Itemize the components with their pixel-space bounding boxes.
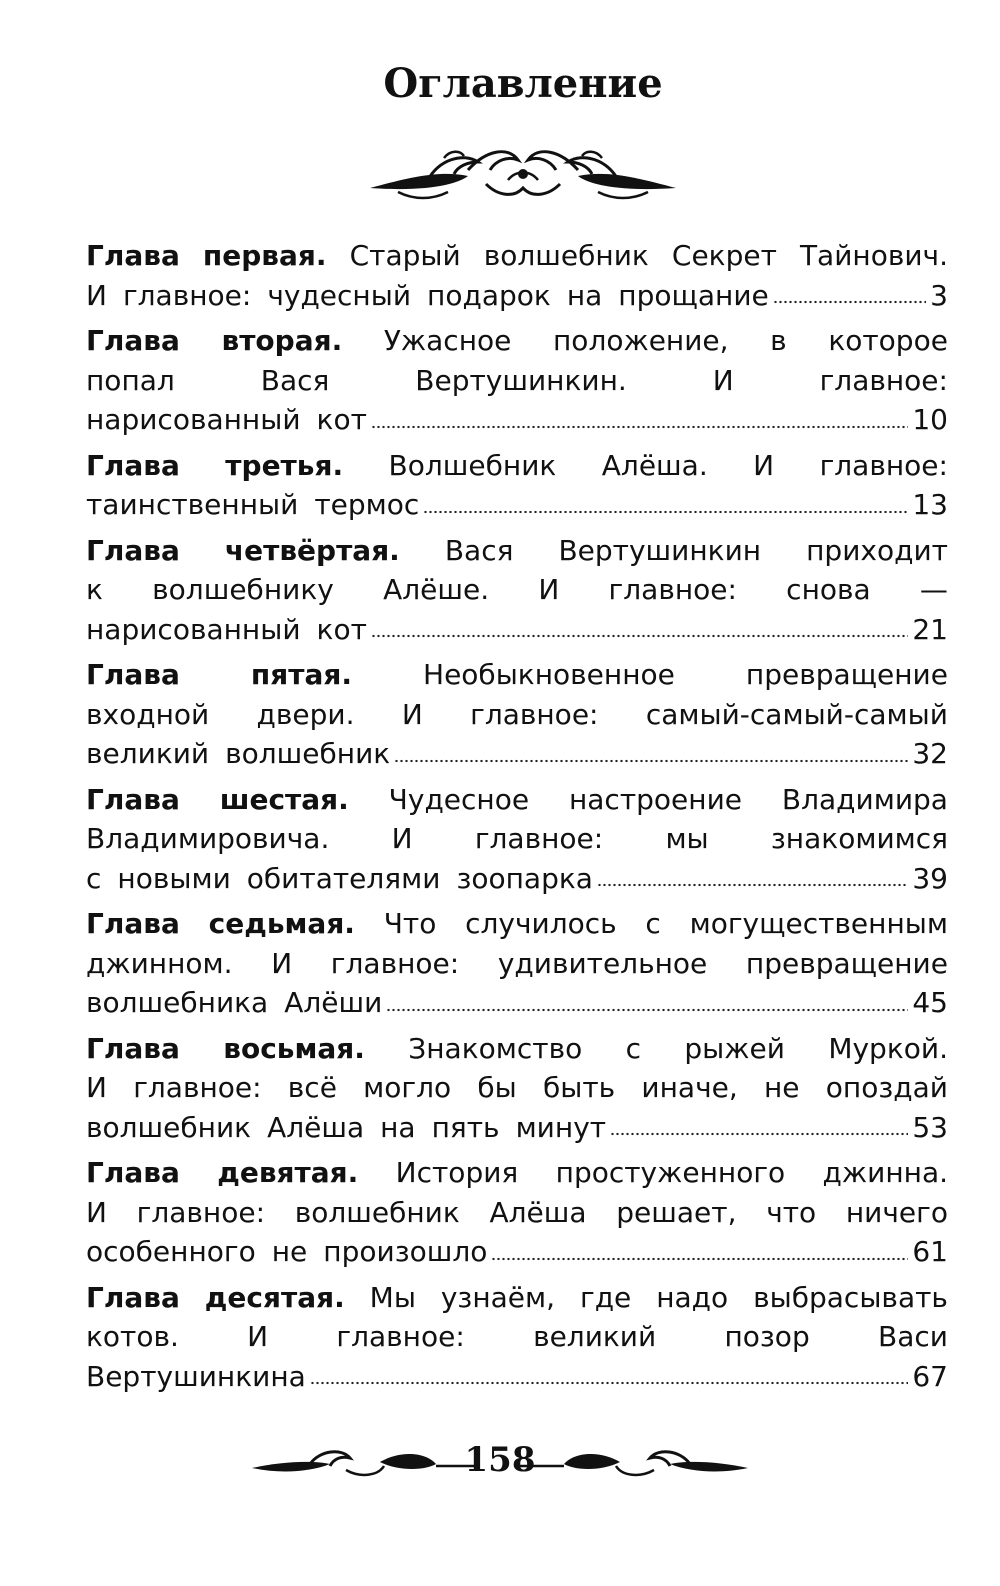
chapter-title-word: Алёша. xyxy=(601,448,708,482)
chapter-title-word: И xyxy=(247,1320,269,1353)
chapter-title-word: снова xyxy=(786,573,871,606)
chapter-title-word: на xyxy=(566,278,603,312)
toc-entry-line xyxy=(86,361,948,401)
chapter-title-word: главное: xyxy=(122,278,252,312)
chapter-title-word: джинна. xyxy=(822,1156,948,1189)
dot-leader xyxy=(610,1132,908,1136)
chapter-title-word: прощание xyxy=(618,278,769,312)
chapter-title-word: минут xyxy=(515,1110,607,1144)
chapter-label-word: седьмая. xyxy=(208,907,355,940)
chapter-title-word: Муркой. xyxy=(828,1031,948,1065)
toc-entry-title-words xyxy=(86,400,367,440)
toc-page-number: 39 xyxy=(912,861,948,895)
chapter-title-word: пять xyxy=(431,1110,500,1144)
chapter-title-word: с xyxy=(645,907,661,940)
chapter-title-word: И xyxy=(86,1195,107,1229)
chapter-title-word: ничего xyxy=(845,1195,948,1229)
chapter-title-word: мы xyxy=(665,822,709,855)
chapter-title-word: могло xyxy=(363,1071,452,1104)
chapter-label-word: Глава xyxy=(86,907,180,940)
dot-leader xyxy=(491,1257,908,1261)
chapter-title-word: положение, xyxy=(553,324,729,357)
chapter-title-word: на xyxy=(380,1110,416,1144)
chapter-title-word: Алёши xyxy=(284,986,383,1019)
chapter-title-word: Алёша xyxy=(267,1110,365,1144)
chapter-title-word: Вертушинкин. xyxy=(415,363,627,397)
chapter-title-word: выбрасывать xyxy=(753,1280,948,1314)
chapter-title-word: зоопарка xyxy=(456,861,593,895)
table-of-contents xyxy=(86,236,948,1402)
chapter-title-word: Секрет xyxy=(671,239,777,272)
toc-entry-last-line xyxy=(86,1108,948,1148)
chapter-title-word: удивительное xyxy=(497,946,708,980)
chapter-title-word: нарисованный xyxy=(86,612,301,646)
chapter-title-word: бы xyxy=(477,1071,517,1104)
toc-page-number: 32 xyxy=(912,737,948,770)
toc-entry-last-line xyxy=(86,859,948,899)
toc-entry-title-words xyxy=(86,1232,487,1272)
chapter-label-word: Глава xyxy=(86,533,180,567)
toc-page-number: 61 xyxy=(912,1235,948,1268)
toc-entry xyxy=(86,531,948,650)
toc-entry-title-words xyxy=(86,859,593,899)
chapter-title-word: не xyxy=(271,1235,308,1268)
chapter-title-word: волшебник xyxy=(225,737,391,770)
chapter-title-word: волшебник xyxy=(483,239,649,272)
chapter-title-word: История xyxy=(395,1156,519,1189)
chapter-title-word: кот xyxy=(316,612,367,646)
chapter-title-word: И xyxy=(86,1071,107,1104)
chapter-title-word: которое xyxy=(828,324,948,357)
chapter-title-word: настроение xyxy=(568,782,742,816)
toc-entry xyxy=(86,321,948,440)
chapter-title-word: Вася xyxy=(260,363,330,397)
toc-entry-last-line xyxy=(86,485,948,525)
toc-entry-line xyxy=(86,570,948,610)
chapter-title-word: Необыкновенное xyxy=(423,658,675,691)
toc-entry xyxy=(86,446,948,525)
chapter-title-word: с xyxy=(86,861,102,895)
toc-entry xyxy=(86,1278,948,1397)
toc-entry-title-words xyxy=(86,485,419,525)
chapter-title-word: И xyxy=(753,448,775,482)
chapter-title-word: Васи xyxy=(878,1320,948,1353)
page-number: 158 xyxy=(464,1440,536,1480)
chapter-title-word: котов. xyxy=(86,1320,179,1353)
chapter-title-word: волшебника xyxy=(86,986,269,1019)
chapter-title-word: Алёша xyxy=(489,1195,587,1229)
chapter-title-word: Тайнович. xyxy=(799,239,948,272)
chapter-label-word: шестая. xyxy=(219,782,349,816)
chapter-title-word: кот xyxy=(316,403,367,436)
toc-entry-title-words xyxy=(86,610,367,650)
toc-entry-line xyxy=(86,944,948,984)
toc-entry-line xyxy=(86,321,948,361)
chapter-title-word: превращение xyxy=(745,946,948,980)
chapter-title-word: особенного xyxy=(86,1235,256,1268)
toc-entry xyxy=(86,1153,948,1272)
chapter-title-word: подарок xyxy=(427,278,551,312)
chapter-title-word: новыми xyxy=(117,861,231,895)
toc-entry-last-line xyxy=(86,400,948,440)
chapter-title-word: волшебнику xyxy=(152,573,334,606)
chapter-title-word: обитателями xyxy=(246,861,441,895)
chapter-title-word: термос xyxy=(314,488,420,521)
toc-entry-line xyxy=(86,780,948,820)
chapter-label-word: Глава xyxy=(86,1031,180,1065)
toc-page-number: 53 xyxy=(912,1110,948,1144)
chapter-label-word: Глава xyxy=(86,782,180,816)
toc-entry-title-words xyxy=(86,1357,306,1397)
page-footer xyxy=(250,1438,750,1498)
toc-entry-line xyxy=(86,695,948,735)
toc-entry xyxy=(86,236,948,315)
page-title: Оглавление xyxy=(383,60,663,107)
dot-leader xyxy=(386,1008,908,1012)
chapter-title-word: не xyxy=(764,1071,800,1104)
chapter-title-word: чудесный xyxy=(267,278,412,312)
chapter-title-word: великий xyxy=(533,1320,657,1353)
toc-entry-line xyxy=(86,655,948,695)
chapter-title-word: с xyxy=(625,1031,642,1065)
toc-entry xyxy=(86,904,948,1023)
chapter-title-word: волшебник xyxy=(86,1110,252,1144)
chapter-label-word: четвёртая. xyxy=(224,533,400,567)
chapter-title-word: главное: xyxy=(819,448,948,482)
dot-leader xyxy=(423,510,908,514)
toc-page-number: 13 xyxy=(912,488,948,521)
dot-leader xyxy=(310,1381,909,1385)
chapter-title-word: Владимировича. xyxy=(86,822,330,855)
chapter-title-word: Мы xyxy=(369,1280,416,1314)
toc-entry-line xyxy=(86,446,948,486)
floral-flourish-icon xyxy=(368,140,678,210)
chapter-title-word: главное: xyxy=(474,822,604,855)
chapter-title-word: главное: xyxy=(819,363,948,397)
toc-entry-line xyxy=(86,819,948,859)
toc-entry-title-words xyxy=(86,734,390,774)
chapter-title-word: попал xyxy=(86,363,175,397)
chapter-title-word: Что xyxy=(383,907,437,940)
chapter-label-word: первая. xyxy=(202,239,327,272)
chapter-label-word: третья. xyxy=(225,448,344,482)
chapter-title-word: опоздай xyxy=(825,1071,948,1104)
chapter-title-word: иначе, xyxy=(641,1071,738,1104)
chapter-title-word: могущественным xyxy=(689,907,948,940)
dot-leader xyxy=(773,300,926,304)
chapter-label-word: восьмая. xyxy=(223,1031,365,1065)
chapter-label-word: Глава xyxy=(86,324,180,357)
chapter-title-word: всё xyxy=(287,1071,337,1104)
chapter-title-word: надо xyxy=(656,1280,729,1314)
chapter-label-word: вторая. xyxy=(221,324,343,357)
chapter-title-word: решает, xyxy=(616,1195,737,1229)
chapter-title-word: превращение xyxy=(745,658,948,691)
toc-entry-last-line xyxy=(86,276,948,316)
toc-entry-title-words xyxy=(86,276,769,316)
toc-page-number: 3 xyxy=(930,278,948,312)
chapter-label-word: Глава xyxy=(86,239,180,272)
chapter-title-word: самый-самый-самый xyxy=(645,697,948,731)
chapter-title-word: главное: xyxy=(608,573,737,606)
chapter-title-word: главное: xyxy=(330,946,460,980)
toc-entry-line xyxy=(86,1317,948,1357)
chapter-label-word: Глава xyxy=(86,448,180,482)
chapter-title-word: случилось xyxy=(465,907,617,940)
chapter-title-word: быть xyxy=(543,1071,616,1104)
chapter-title-word: И xyxy=(86,278,107,312)
chapter-title-word: рыжей xyxy=(684,1031,785,1065)
chapter-title-word: главное: xyxy=(133,1071,262,1104)
dot-leader xyxy=(371,634,908,638)
toc-entry-line xyxy=(86,1193,948,1233)
chapter-title-word: Волшебник xyxy=(388,448,557,482)
chapter-title-word: И xyxy=(401,697,423,731)
chapter-title-word: Владимира xyxy=(781,782,948,816)
chapter-title-word: великий xyxy=(86,737,210,770)
chapter-title-word: Чудесное xyxy=(388,782,530,816)
chapter-title-word: Алёше. xyxy=(383,573,490,606)
chapter-title-word: Вертушинкин xyxy=(558,533,762,567)
toc-entry xyxy=(86,655,948,774)
toc-entry-line xyxy=(86,1153,948,1193)
chapter-title-word: приходит xyxy=(806,533,948,567)
chapter-title-word: Старый xyxy=(349,239,461,272)
toc-page-number: 10 xyxy=(912,403,948,436)
toc-entry-line xyxy=(86,236,948,276)
chapter-title-word: таинственный xyxy=(86,488,299,521)
toc-entry-line xyxy=(86,531,948,571)
chapter-title-word: простуженного xyxy=(555,1156,786,1189)
chapter-title-word: Вася xyxy=(444,533,514,567)
chapter-label-word: Глава xyxy=(86,1280,180,1314)
chapter-title-word: главное: xyxy=(136,1195,266,1229)
toc-entry-title-words xyxy=(86,983,382,1023)
chapter-label-word: Глава xyxy=(86,658,180,691)
chapter-title-word: Ужасное xyxy=(383,324,512,357)
toc-entry-last-line xyxy=(86,983,948,1023)
chapter-title-word: к xyxy=(86,573,103,606)
toc-entry-last-line xyxy=(86,610,948,650)
toc-entry xyxy=(86,1029,948,1148)
toc-entry-line xyxy=(86,1029,948,1069)
chapter-title-word: Знакомство xyxy=(408,1031,583,1065)
toc-entry-title-words xyxy=(86,1108,606,1148)
chapter-title-word: И xyxy=(391,822,413,855)
chapter-title-word: — xyxy=(919,573,948,606)
toc-entry-line xyxy=(86,1278,948,1318)
chapter-title-word: Вертушинкина xyxy=(86,1359,306,1393)
toc-entry-last-line xyxy=(86,1232,948,1272)
chapter-title-word: главное: xyxy=(470,697,599,731)
chapter-title-word: произошло xyxy=(323,1235,488,1268)
toc-entry-last-line xyxy=(86,1357,948,1397)
toc-page-number: 67 xyxy=(912,1359,948,1393)
dot-leader xyxy=(394,759,908,763)
chapter-title-word: джинном. xyxy=(86,946,233,980)
toc-page-number: 21 xyxy=(912,612,948,646)
chapter-title-word: И xyxy=(538,573,560,606)
chapter-title-word: И xyxy=(271,946,293,980)
chapter-label-word: девятая. xyxy=(217,1156,359,1189)
chapter-title-word: в xyxy=(770,324,787,357)
toc-entry-last-line xyxy=(86,734,948,774)
chapter-title-word: нарисованный xyxy=(86,403,301,436)
chapter-title-word: позор xyxy=(724,1320,810,1353)
chapter-title-word: двери. xyxy=(256,697,355,731)
chapter-label-word: пятая. xyxy=(250,658,352,691)
chapter-title-word: главное: xyxy=(336,1320,465,1353)
toc-entry-line xyxy=(86,904,948,944)
chapter-title-word: И xyxy=(712,363,734,397)
chapter-title-word: знакомимся xyxy=(770,822,948,855)
chapter-title-word: входной xyxy=(86,697,210,731)
dot-leader xyxy=(597,883,908,887)
chapter-title-word: что xyxy=(766,1195,817,1229)
chapter-title-word: где xyxy=(579,1280,632,1314)
chapter-title-word: волшебник xyxy=(294,1195,460,1229)
chapter-label-word: десятая. xyxy=(204,1280,345,1314)
toc-entry-line xyxy=(86,1068,948,1108)
chapter-label-word: Глава xyxy=(86,1156,180,1189)
toc-page-number: 45 xyxy=(912,986,948,1019)
chapter-title-word: узнаём, xyxy=(440,1280,556,1314)
dot-leader xyxy=(371,425,908,429)
toc-entry xyxy=(86,780,948,899)
